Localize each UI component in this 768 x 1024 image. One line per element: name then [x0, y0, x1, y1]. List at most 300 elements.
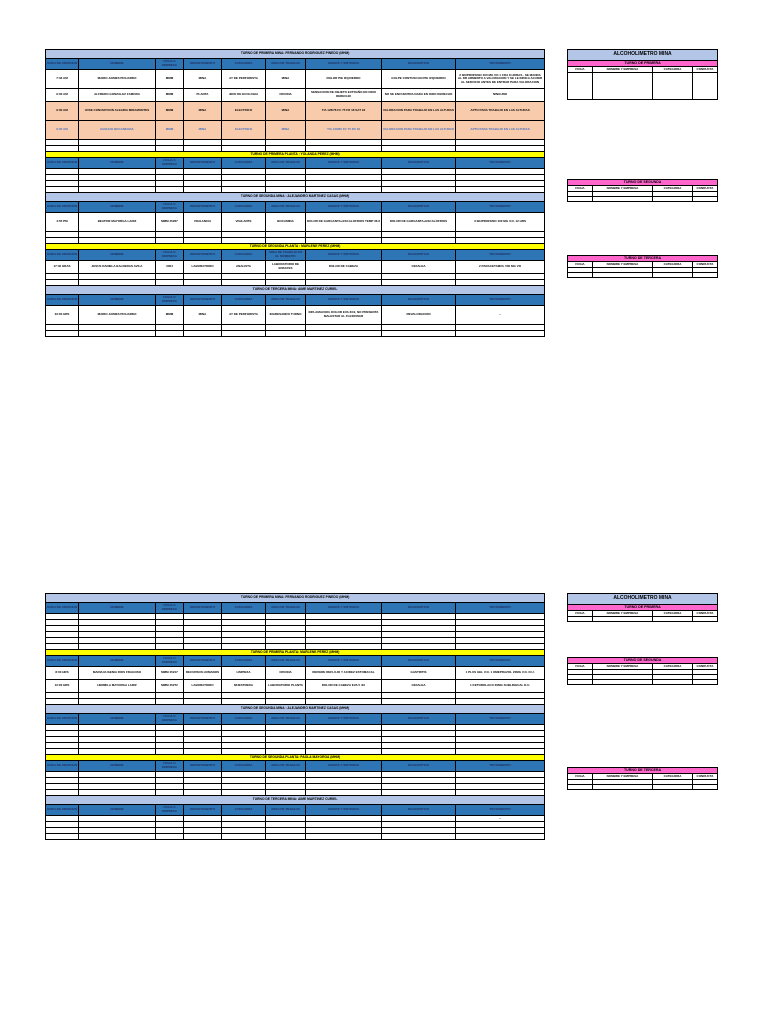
table-row [46, 102, 545, 121]
column-header: DEPARTAMENTO [184, 805, 222, 816]
table-cell [79, 834, 156, 840]
table-cell: 12:00 HRS [46, 680, 79, 693]
section-title: TURNO DE TERCERA MINA: AIME MARTINEZ CURIEL [46, 796, 545, 805]
table-cell: 9:00 AM [46, 89, 79, 102]
column-header: TRATAMIENTO [456, 158, 545, 169]
column-header: CATEGORIA [222, 59, 266, 70]
column-header-row [46, 250, 545, 261]
table-cell [693, 785, 718, 790]
table-cell: MINA [266, 70, 306, 89]
column-header: DIAGNOSTICO [382, 714, 456, 725]
table-cell: AY DE PERFORISTA [222, 306, 266, 325]
table-cell: MMM [156, 121, 184, 140]
table-cell: 8:00 HRS [46, 667, 79, 680]
column-header: FICHA O EMPRESA [156, 158, 184, 169]
column-header: DIAGNOSTICO [382, 761, 456, 772]
column-header: HORA DE ATENCION [46, 202, 79, 213]
table-cell: BEATRIZ MAYORGA LARIZ [79, 213, 156, 232]
table-row [46, 667, 545, 680]
table-cell [593, 680, 653, 685]
column-header: SIGNOS Y SINTOMAS [306, 202, 382, 213]
table-cell [568, 273, 593, 278]
table-cell: MMM [156, 89, 184, 102]
alcoholimeter-panel-page1 [567, 49, 717, 100]
table-cell: IGNACIO BOCANEGRA [79, 121, 156, 140]
alcoholimeter-segunda-page1 [567, 179, 717, 202]
table-cell: DOLOR DE CABEZA [306, 261, 382, 274]
alcoholimeter-segunda-table [567, 179, 718, 202]
column-header: FICHA O EMPRESA [156, 805, 184, 816]
column-header: FICHA O EMPRESA [156, 656, 184, 667]
table-row [46, 680, 545, 693]
section-title: TURNO DE PRIMERA MINA: FERNANDO RODRIGUEZ PINEDO (MHM) [46, 50, 545, 59]
table-cell [593, 197, 653, 202]
table-cell: MARIO JAIMES PICHARDO [79, 70, 156, 89]
table-cell: REVALORACION [382, 306, 456, 325]
column-header: DEPARTAMENTO [184, 59, 222, 70]
section-title-row [46, 594, 545, 603]
table-cell: 9:00 AM [46, 102, 79, 121]
column-header: CONDUCTA [693, 774, 718, 780]
table-cell [693, 73, 718, 100]
table-cell: DOLOR PIE IZQUIERDO [306, 70, 382, 89]
column-header: HORA DE ATENCION [46, 714, 79, 725]
section-title: TURNO DE PRIMERA PLANTA : YOLANDA PEREZ (MHM) [46, 152, 545, 158]
table-cell: T/A 120/80 FC 75 FR 18 [306, 121, 382, 140]
table-cell [306, 331, 382, 337]
column-header: CONDUCTA [693, 664, 718, 670]
alcoholimeter-title-row [568, 594, 718, 605]
table-cell: VIGILANCIA [184, 213, 222, 232]
table-row [46, 121, 545, 140]
alcoholimeter-title: ALCOHOLIMETRO MINA [568, 50, 718, 61]
column-header: DIAGNOSTICO [382, 158, 456, 169]
column-header-row [46, 603, 545, 614]
table-cell: OFICINA [266, 667, 306, 680]
column-header: NOMBRE Y EMPRESA [593, 664, 653, 670]
table-cell [266, 331, 306, 337]
column-header: NOMBRE [79, 805, 156, 816]
table-cell: HERMILA MAYORGA LARIZ [79, 680, 156, 693]
table-cell: MINA [184, 70, 222, 89]
table-cell: MINA [184, 306, 222, 325]
column-header: HORA DE ATENCION [46, 603, 79, 614]
column-header: TRATAMIENTO [456, 250, 545, 261]
table-cell: INFLAMACION, DOLOR EVA 3/10, NO PRESENTA MALESTAR AL FLEXIONAR [306, 306, 382, 325]
column-header: AREA DE TRABAJO [266, 603, 306, 614]
table-cell: NO SE ENCUENTRA NADA EN OIDO DERECHO [382, 89, 456, 102]
table-row [46, 331, 545, 337]
column-header: CATEGORIA [222, 295, 266, 306]
table-cell: LIMPIEZA [222, 667, 266, 680]
column-header: FICHA O EMPRESA [156, 59, 184, 70]
table-cell: 2 PARACETAMOL 500 MG VO [456, 261, 545, 274]
table-cell: VALORACION PARA TRABAJO EN LAS ALTURAS [382, 121, 456, 140]
column-header: SIGNOS Y SINTOMAS [306, 761, 382, 772]
table-cell: MINA [184, 102, 222, 121]
column-header: CATEGORIA [222, 805, 266, 816]
column-header: CATEGORIA [222, 714, 266, 725]
table-row [568, 73, 718, 100]
table-cell [184, 834, 222, 840]
column-header: AREA DE TRABAJO [266, 714, 306, 725]
table-cell: ELECTRICO [222, 121, 266, 140]
column-header: DIAGNOSTICO [382, 805, 456, 816]
table-cell: ELECTRICO [222, 102, 266, 121]
column-header: AREA DE TRABAJO [266, 805, 306, 816]
table-cell: JESUS DANIELA BALDERAS AVILA [79, 261, 156, 274]
alcoholimeter-tercera-table [567, 767, 718, 790]
column-header: FICHA [568, 186, 593, 192]
table-cell [653, 617, 693, 622]
column-header: NOMBRE [79, 603, 156, 614]
table-cell [653, 273, 693, 278]
column-header: CATEGORIA [653, 262, 693, 268]
column-header: FICHA [568, 262, 593, 268]
column-header-row [46, 295, 545, 306]
alcoholimeter-table [567, 593, 718, 622]
table-cell [568, 680, 593, 685]
turno-title: TURNO DE SEGUNDA [568, 658, 718, 664]
attention-log-table [45, 593, 545, 840]
table-cell: VALORACION PARA TRABAJO EN LAS ALTURAS [382, 102, 456, 121]
alcoholimeter-segunda-page2 [567, 657, 717, 685]
table-cell [693, 197, 718, 202]
table-cell: 3 IBUPROFENO 400 MG V.O. 12 HRS [456, 213, 545, 232]
column-header: SIGNOS Y SINTOMAS [306, 714, 382, 725]
column-header: AREA DE TRABAJO [266, 202, 306, 213]
column-header: NOMBRE [79, 295, 156, 306]
table-row [568, 197, 718, 202]
table-cell: APTO PARA TRABAJO EN LAS ALTURAS [456, 102, 545, 121]
table-row [568, 785, 718, 790]
column-header: AREA DE TRABAJO [266, 295, 306, 306]
column-header: SIGNOS Y SINTOMAS [306, 158, 382, 169]
column-header: FICHA [568, 67, 593, 73]
table-cell: 1 KETOROLACO 30MG SUBLINGUAL D.U. [456, 680, 545, 693]
table-cell: 9:00 AM [46, 121, 79, 140]
column-header: TRATAMIENTO [456, 295, 545, 306]
column-header: DEPARTAMENTO [184, 202, 222, 213]
table-cell [568, 197, 593, 202]
column-header: HORA DE ATENCION [46, 158, 79, 169]
table-cell [693, 273, 718, 278]
column-header-row [46, 158, 545, 169]
table-cell: 1 PLUS GEL V.O. 1 OMEPRAZOL 20MG V.O. D.U. [456, 667, 545, 680]
column-header: CATEGORIA [222, 603, 266, 614]
table-cell: -- [456, 306, 545, 325]
column-header: SIGNOS Y SINTOMAS [306, 603, 382, 614]
table-cell [568, 785, 593, 790]
table-cell: LABORATORIO DE ENSAYES [266, 261, 306, 274]
table-cell [266, 834, 306, 840]
column-header: CATEGORIA [222, 202, 266, 213]
column-header: DIAGNOSTICO [382, 250, 456, 261]
column-header: DEPARTAMENTO [184, 714, 222, 725]
table-cell: MMM [156, 306, 184, 325]
column-header-row [46, 59, 545, 70]
alcoholimeter-tercera-page2 [567, 767, 717, 790]
table-cell: T/A 126/78 FC 75 FR 18 SAT 94 [306, 102, 382, 121]
section-title: TURNO DE PRIMERA MINA: FERNANDO RODRIGUEZ PINEDO (MHM) [46, 594, 545, 603]
column-header: DIAGNOSTICO [382, 202, 456, 213]
table-cell: DOLOR DE GARGANTA+ESCALOFRIOS TEMP 36.6 [306, 213, 382, 232]
table-row [46, 213, 545, 232]
section-title: TURNO DE SEGUNDA PLANTA : MARLENE PEREZ (MHM) [46, 244, 545, 250]
column-header: FICHA O EMPRESA [156, 714, 184, 725]
table-cell: MINA [266, 102, 306, 121]
table-cell [568, 73, 593, 100]
column-header: FICHA [568, 664, 593, 670]
column-header: AREA DE TRABAJO [266, 158, 306, 169]
section-title: TURNO DE SEGUNDA MINA : ALEJANDRO MARTINEZ CASAS (MHM) [46, 705, 545, 714]
column-header: AREA DE TRABAJO EN EL MOMENTO [266, 250, 306, 261]
column-header: TRATAMIENTO [456, 805, 545, 816]
table-cell: MMM 45272 [156, 680, 184, 693]
section-title: TURNO DE SEGUNDA PLANTA: PAOLA MAYORGA (MHM) [46, 755, 545, 761]
column-header: CONDUCTA [693, 262, 718, 268]
table-cell [653, 785, 693, 790]
table-cell: DOLOR DE CABEZA EVA 5 /10 [306, 680, 382, 693]
section-title: TURNO DE PRIMERA PLANTA: MARLENE PEREZ (MHM) [46, 650, 545, 656]
table-cell: DOLOR DE GARGANTA+ESCALOFRIOS [382, 213, 456, 232]
table-cell [693, 680, 718, 685]
section-title: TURNO DE TERCERA MINA: AIME MARTINEZ CURIEL [46, 286, 545, 295]
turno-title: TURNO DE TERCERA [568, 256, 718, 262]
table-row [568, 680, 718, 685]
table-cell [456, 834, 545, 840]
column-header: DEPARTAMENTO [184, 656, 222, 667]
column-header: CATEGORIA [222, 158, 266, 169]
table-cell: MMM [156, 70, 184, 89]
table-cell: BOCAMINA [266, 213, 306, 232]
column-header: NOMBRE Y EMPRESA [593, 67, 653, 73]
column-header: AREA DE TRABAJO [266, 761, 306, 772]
column-header: SIGNOS Y SINTOMAS [306, 295, 382, 306]
column-header: CONDUCTA [693, 611, 718, 617]
table-cell [593, 785, 653, 790]
column-header: NOMBRE [79, 250, 156, 261]
table-cell [568, 617, 593, 622]
column-header: FICHA O EMPRESA [156, 250, 184, 261]
table-cell [693, 617, 718, 622]
column-header: HORA DE ATENCION [46, 59, 79, 70]
column-header: DIAGNOSTICO [382, 603, 456, 614]
column-header: NOMBRE [79, 656, 156, 667]
column-header: FICHA [568, 774, 593, 780]
column-header: NOMBRE [79, 59, 156, 70]
table-cell [456, 331, 545, 337]
column-header: DEPARTAMENTO [184, 295, 222, 306]
table-cell: MINA [184, 121, 222, 140]
column-header-row [46, 202, 545, 213]
turno-title: TURNO DE PRIMERA [568, 61, 718, 67]
column-header: CATEGORIA [653, 611, 693, 617]
alcoholimeter-panel-page2 [567, 593, 717, 622]
table-cell [156, 331, 184, 337]
turno-title: TURNO DE TERCERA [568, 768, 718, 774]
column-header: TRATAMIENTO [456, 761, 545, 772]
turno-title: TURNO DE SEGUNDA [568, 180, 718, 186]
table-cell [306, 834, 382, 840]
alcoholimeter-title-row [568, 50, 718, 61]
table-cell: LABORATORIO [184, 261, 222, 274]
column-header: NOMBRE Y EMPRESA [593, 611, 653, 617]
table-cell: NINGUNO [456, 89, 545, 102]
table-cell [46, 331, 79, 337]
column-header: TRATAMIENTO [456, 603, 545, 614]
column-header: TRATAMIENTO [456, 59, 545, 70]
table-cell: SENSACION DE OBJETO EXTRAÑO EN OIDO DERECHO [306, 89, 382, 102]
section-title-row [46, 50, 545, 59]
column-header: HORA DE ATENCION [46, 656, 79, 667]
table-cell [593, 273, 653, 278]
column-header: CONDUCTA [693, 67, 718, 73]
table-row [46, 834, 545, 840]
column-header: NOMBRE Y EMPRESA [593, 774, 653, 780]
log-sheet-page1 [45, 49, 544, 337]
column-header: HORA DE ATENCION [46, 250, 79, 261]
table-cell: JOSE CONCEPCION ALEGRIA MIRAMONTES [79, 102, 156, 121]
table-cell: ALFREDO GONZALEZ ZAMORA [79, 89, 156, 102]
table-cell [653, 680, 693, 685]
table-cell: CEFALEA [382, 680, 456, 693]
column-header: HORA DE ATENCION [46, 805, 79, 816]
column-header: CONDUCTA [693, 186, 718, 192]
column-header: SIGNOS Y SINTOMAS [306, 250, 382, 261]
table-cell: JEFE DE ECOLOGIA [222, 89, 266, 102]
alcoholimeter-tercera-table [567, 255, 718, 278]
column-header: DEPARTAMENTO [184, 158, 222, 169]
alcoholimeter-tercera-page1 [567, 255, 717, 278]
column-header: SIGNOS Y SINTOMAS [306, 805, 382, 816]
column-header: CATEGORIA [222, 656, 266, 667]
table-cell: MUESTRERA [222, 680, 266, 693]
table-cell [382, 834, 456, 840]
column-header: SIGNOS Y SINTOMAS [306, 59, 382, 70]
column-header: CATEGORIA [653, 186, 693, 192]
table-cell: OFICINA [266, 89, 306, 102]
column-header: NOMBRE Y EMPRESA [593, 186, 653, 192]
column-header: DEPARTAMENTO [184, 603, 222, 614]
alcoholimeter-table [567, 49, 718, 100]
column-header: HORA DE ATENCION [46, 761, 79, 772]
table-cell: GASTRITIS [382, 667, 456, 680]
table-cell: -- [456, 816, 545, 822]
column-header: AREA DE TRABAJO [266, 59, 306, 70]
table-cell: GOLPE CONTUSO EN PIE IZQUIERDO [382, 70, 456, 89]
table-cell: CEFALEA [382, 261, 456, 274]
column-header: CATEGORIA [653, 774, 693, 780]
table-row [568, 617, 718, 622]
alcoholimeter-segunda-table [567, 657, 718, 685]
attention-log-table [45, 49, 545, 337]
column-header: FICHA O EMPRESA [156, 202, 184, 213]
column-header: HORA DE ATENCION [46, 295, 79, 306]
column-header: SIGNOS Y SINTOMAS [306, 656, 382, 667]
column-header: DIAGNOSTICO [382, 295, 456, 306]
table-cell: VIGILANTE [222, 213, 266, 232]
table-cell: 3004 [156, 261, 184, 274]
table-cell: REFIERE REFLUJO Y ACIDEZ ESTOMACAL [306, 667, 382, 680]
turno-title: TURNO DE PRIMERA [568, 605, 718, 611]
table-cell [593, 617, 653, 622]
column-header: TRATAMIENTO [456, 656, 545, 667]
table-cell: 2 IBUPROFENO 400 MG VO 1 CDA 8 HORAS , SE MANDA AL DR ARMENTO A VALORACION Y SE LE INDICA ACUDIR AL SERVICIO ANTES DE ENTRAR PARA VALORACION [456, 70, 545, 89]
table-cell: 4:55 PM [46, 213, 79, 232]
table-cell [382, 331, 456, 337]
section-title-row [46, 705, 545, 714]
column-header: TRATAMIENTO [456, 714, 545, 725]
table-cell: RECURSOS HUMANOS [184, 667, 222, 680]
column-header: NOMBRE Y EMPRESA [593, 262, 653, 268]
alcoholimeter-title: ALCOHOLIMETRO MINA [568, 594, 718, 605]
column-header: NOMBRE [79, 761, 156, 772]
column-header: AREA DE TRABAJO [266, 656, 306, 667]
column-header: CATEGORIA [653, 664, 693, 670]
table-cell [184, 331, 222, 337]
column-header: DIAGNOSTICO [382, 59, 456, 70]
column-header: FICHA O EMPRESA [156, 603, 184, 614]
column-header-row [46, 656, 545, 667]
table-row [46, 89, 545, 102]
table-cell [593, 73, 653, 100]
table-cell: 17:40 HRAS [46, 261, 79, 274]
table-cell: ANALISTA [222, 261, 266, 274]
table-row [46, 306, 545, 325]
section-title-row [46, 796, 545, 805]
table-cell: 23:00 HRS [46, 306, 79, 325]
column-header-row [46, 761, 545, 772]
table-cell: PLANTA [184, 89, 222, 102]
table-cell [653, 73, 693, 100]
table-row [46, 261, 545, 274]
table-cell: LABORATORIO PLANTA [266, 680, 306, 693]
table-row [46, 70, 545, 89]
column-header: DIAGNOSTICO [382, 656, 456, 667]
table-cell: MMM 45217 [156, 667, 184, 680]
column-header: NOMBRE [79, 202, 156, 213]
table-cell: LABORATORIO [184, 680, 222, 693]
table-cell: 7:33 AM [46, 70, 79, 89]
section-title-row [46, 286, 545, 295]
column-header: FICHA O EMPRESA [156, 761, 184, 772]
table-cell: MARIA EUGENIA RIOS FRAGOSO [79, 667, 156, 680]
column-header-row [46, 714, 545, 725]
table-cell [156, 834, 184, 840]
table-cell: APTO PARA TRABAJO EN LAS ALTURAS [456, 121, 545, 140]
table-cell [653, 197, 693, 202]
section-title: TURNO DE SEGUNDA MINA : ALEJANDRO MARTINEZ CASAS (MHM) [46, 193, 545, 202]
table-row [568, 273, 718, 278]
column-header: CATEGORIA [653, 67, 693, 73]
column-header: NOMBRE [79, 714, 156, 725]
table-cell: MMM 45267 [156, 213, 184, 232]
column-header: DEPARTAMENTO [184, 761, 222, 772]
column-header: CATEGORIA [222, 761, 266, 772]
table-cell [222, 331, 266, 337]
log-sheet-page2 [45, 593, 544, 840]
column-header-row [46, 805, 545, 816]
table-cell: MARIO JAIMES PICHARDO [79, 306, 156, 325]
table-cell: AY DE PERFORISTA [222, 70, 266, 89]
column-header: CATEGORIA [222, 250, 266, 261]
table-cell [46, 834, 79, 840]
table-cell [79, 331, 156, 337]
table-cell: MINA [266, 121, 306, 140]
table-cell: MMM [156, 102, 184, 121]
column-header: NOMBRE [79, 158, 156, 169]
